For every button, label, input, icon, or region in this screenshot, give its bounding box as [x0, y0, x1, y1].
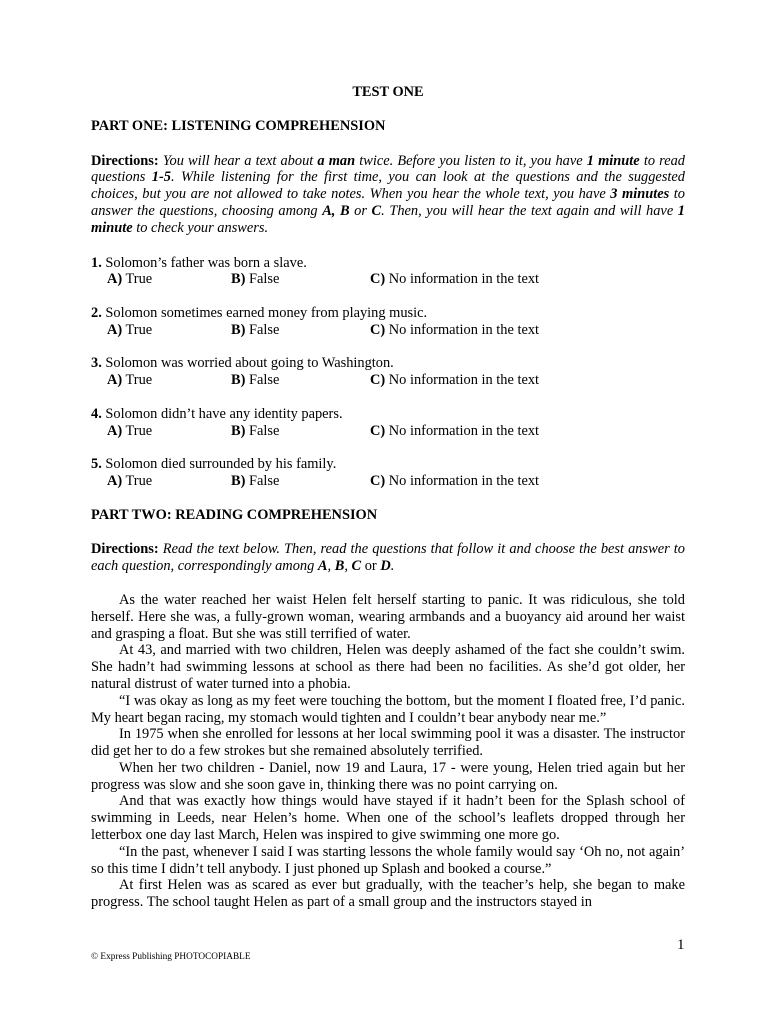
directions-segment: A: [317, 558, 328, 575]
question-stem: [91, 255, 685, 272]
copyright-footer: © Express Publishing PHOTOCOPIABLE: [91, 952, 251, 962]
directions-segment: twice. Before you listen to it, you have: [355, 152, 587, 169]
option-letter: B): [231, 472, 246, 489]
option-letter: C): [370, 472, 386, 489]
question-text: Solomon’s father was born a slave.: [101, 254, 307, 271]
question-stem: [91, 305, 685, 322]
question-item: [91, 305, 685, 339]
directions-label: Directions:: [91, 152, 159, 169]
option-a[interactable]: [107, 271, 152, 288]
option-text: False: [245, 271, 280, 288]
answer-options: [91, 372, 685, 389]
directions-text: [91, 541, 685, 574]
question-stem: [91, 355, 685, 372]
directions-segment: 1-5: [151, 169, 171, 186]
option-text: False: [245, 472, 280, 489]
option-text: No information in the text: [385, 271, 540, 288]
option-c[interactable]: [370, 372, 539, 389]
directions-segment: ,: [327, 558, 335, 575]
option-b[interactable]: [231, 271, 279, 288]
answer-options: [91, 271, 685, 288]
option-text: No information in the text: [385, 321, 540, 338]
option-letter: B): [231, 422, 246, 439]
option-letter: B): [231, 271, 246, 288]
option-letter: A): [107, 321, 123, 338]
directions-segment: B: [334, 558, 345, 575]
option-letter: C): [370, 422, 386, 439]
question-text: Solomon didn’t have any identity papers.: [101, 405, 343, 422]
option-c[interactable]: [370, 423, 539, 440]
part-two-heading: PART TWO: READING COMPREHENSION: [91, 506, 378, 523]
option-c[interactable]: [370, 322, 539, 339]
option-text: False: [245, 422, 280, 439]
directions-segment: to read questions: [91, 152, 685, 186]
directions-segment: . While listening for the first time, you can look at the questions and the suggested choices, but you are not allowed to take notes. When you hear the whole text, you have: [91, 169, 685, 203]
directions-segment: Read the text below. Then, read the questions that follow it and choose the best answer to each question, correspondingly among: [91, 541, 685, 575]
test-page: [91, 84, 685, 911]
directions-segment: to check your answers.: [132, 219, 269, 236]
option-text: True: [122, 271, 153, 288]
question-item: [91, 406, 685, 440]
directions-segment: You will hear a text about: [158, 152, 318, 169]
directions-segment: ,: [344, 558, 352, 575]
option-a[interactable]: [107, 423, 152, 440]
directions-segment: .: [390, 558, 395, 575]
answer-options: [91, 423, 685, 440]
option-letter: A): [107, 472, 123, 489]
directions-segment: 3 minutes: [610, 186, 670, 203]
question-stem: [91, 456, 685, 473]
page-title: TEST ONE: [352, 84, 424, 100]
directions-segment: A, B: [322, 202, 350, 219]
option-b[interactable]: [231, 372, 279, 389]
option-b[interactable]: [231, 322, 279, 339]
question-stem: [91, 406, 685, 423]
passage-paragraph: In 1975 when she enrolled for lessons at her local swimming pool it was a disaster. The instructor did get her to do a few strokes but she remained absolutely terrified.: [91, 726, 685, 760]
question-number: 3.: [91, 355, 102, 372]
option-letter: A): [107, 271, 123, 288]
reading-passage: [91, 592, 685, 911]
answer-options: [91, 322, 685, 339]
directions-segment: or: [361, 558, 381, 575]
option-text: No information in the text: [385, 472, 540, 489]
option-letter: B): [231, 372, 246, 389]
option-a[interactable]: [107, 322, 152, 339]
question-item: [91, 255, 685, 289]
passage-paragraph: As the water reached her waist Helen felt herself starting to panic. It was ridiculous, she told herself. Here she was, a fully-grown woman, wearing armbands and a buoyancy aid around her waist and grasping a float. But she was still terrified of water.: [91, 591, 685, 642]
question-text: Solomon was worried about going to Washington.: [101, 355, 394, 372]
option-c[interactable]: [370, 473, 539, 490]
option-b[interactable]: [231, 423, 279, 440]
question-text: Solomon died surrounded by his family.: [101, 456, 337, 473]
directions-label: Directions:: [91, 541, 159, 558]
part-one-heading: PART ONE: LISTENING COMPREHENSION: [91, 117, 386, 134]
directions-segment: or: [349, 202, 372, 219]
passage-paragraph: “In the past, whenever I said I was starting lessons the whole family would say ‘Oh no, not again’ so this time I didn’t tell anybody. I just phoned up Splash and booked a course.”: [91, 843, 685, 877]
option-text: No information in the text: [385, 422, 540, 439]
option-text: True: [122, 372, 153, 389]
listening-questions: [91, 255, 685, 490]
part-two-directions: [91, 541, 685, 575]
question-item: [91, 456, 685, 490]
option-text: True: [122, 422, 153, 439]
part-one-directions: [91, 153, 685, 237]
directions-segment: . Then, you will hear the text again and will have: [381, 202, 678, 219]
option-letter: A): [107, 422, 123, 439]
directions-segment: C: [371, 202, 382, 219]
directions-segment: D: [380, 558, 391, 575]
directions-text: [91, 153, 685, 236]
question-number: 4.: [91, 405, 102, 422]
option-letter: C): [370, 321, 386, 338]
question-number: 2.: [91, 304, 102, 321]
directions-segment: to answer the questions, choosing among: [91, 186, 685, 219]
option-c[interactable]: [370, 271, 539, 288]
question-number: 1.: [91, 254, 102, 271]
option-b[interactable]: [231, 473, 279, 490]
option-text: False: [245, 321, 280, 338]
question-text: Solomon sometimes earned money from playing music.: [101, 304, 428, 321]
option-a[interactable]: [107, 473, 152, 490]
passage-paragraph: At 43, and married with two children, Helen was deeply ashamed of the fact she couldn’t swim. She hadn’t had swimming lessons at school as there had been no facilities. As she’d got older, her natural distrust of water turned into a phobia.: [91, 642, 685, 692]
directions-segment: 1 minute: [91, 202, 685, 236]
page-number: 1: [677, 937, 685, 953]
option-letter: C): [370, 271, 386, 288]
question-number: 5.: [91, 456, 102, 473]
directions-segment: 1 minute: [586, 152, 640, 169]
option-text: No information in the text: [385, 372, 540, 389]
option-letter: C): [370, 372, 386, 389]
passage-paragraph: And that was exactly how things would have stayed if it hadn’t been for the Splash school of swimming in Leeds, near Helen’s home. When one of the school’s leaflets dropped through her letterbox one day last March, Helen was inspired to give swimming one more go.: [91, 793, 685, 844]
option-a[interactable]: [107, 372, 152, 389]
answer-options: [91, 473, 685, 490]
option-letter: B): [231, 321, 246, 338]
option-letter: A): [107, 372, 123, 389]
option-text: True: [122, 321, 153, 338]
option-text: False: [245, 372, 280, 389]
passage-paragraph: When her two children - Daniel, now 19 and Laura, 17 - were young, Helen tried again but her progress was slow and she soon gave in, thinking there was no point carrying on.: [91, 759, 685, 793]
option-text: True: [122, 472, 153, 489]
passage-paragraph: “I was okay as long as my feet were touching the bottom, but the moment I floated free, I’d panic. My heart began racing, my stomach would tighten and I couldn’t bear anybody near me.”: [91, 692, 685, 726]
passage-paragraph: At first Helen was as scared as ever but gradually, with the teacher’s help, she began to make progress. The school taught Helen as part of a small group and the instructors stayed in: [91, 877, 685, 911]
directions-segment: C: [351, 558, 362, 575]
question-item: [91, 355, 685, 389]
directions-segment: a man: [317, 152, 356, 169]
